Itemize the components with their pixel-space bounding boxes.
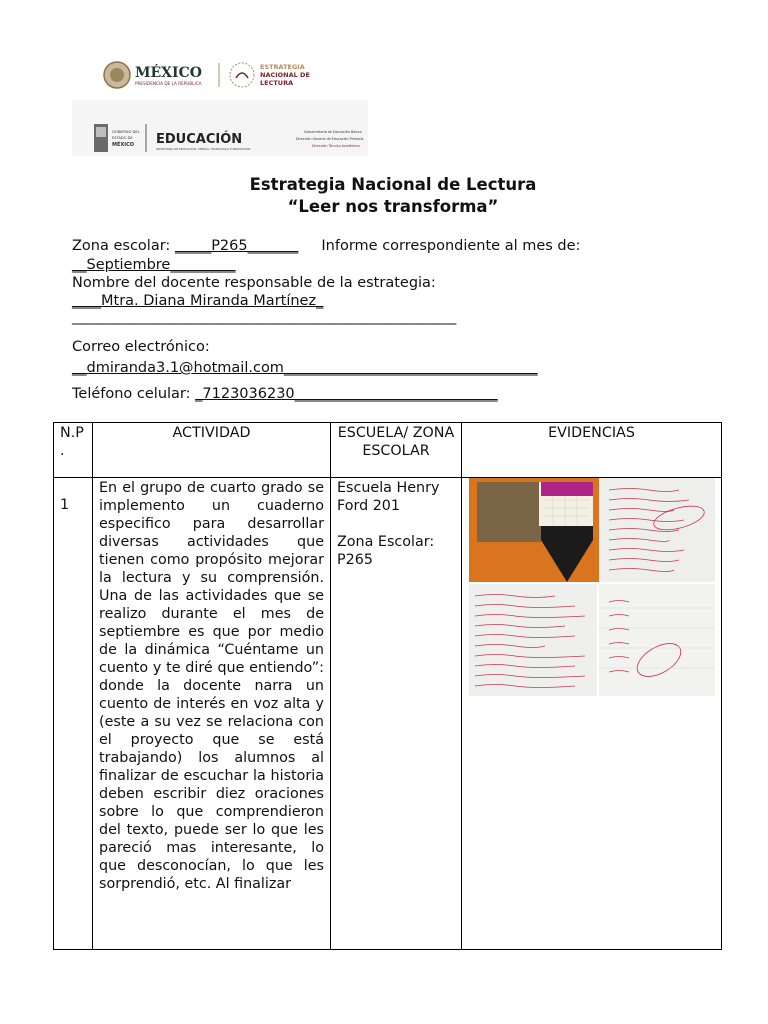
docente-label: Nombre del docente responsable de la estrategia: xyxy=(72,275,436,291)
mexico-subtitle: PRESIDENCIA DE LA REPÚBLICA xyxy=(135,81,202,86)
header-evidencias: EVIDENCIAS xyxy=(462,423,722,478)
mexico-wordmark: MÉXICO xyxy=(135,65,202,81)
educacion-subtitle: SECRETARÍA DE EDUCACIÓN, CIENCIA, TECNOLOGÍA E INNOVACIÓN xyxy=(156,147,251,151)
row-escuela: Escuela Henry Ford 201 xyxy=(337,480,440,514)
estrategia-line1: ESTRATEGIA xyxy=(260,63,305,71)
docente-value: ____Mtra. Diana Miranda Martínez_ xyxy=(72,293,324,309)
header-np: N.P . xyxy=(54,423,93,478)
docente-underline: _____________________________________________________ xyxy=(72,309,457,325)
table-header-row xyxy=(54,423,722,478)
direccion-tecnica-text: Dirección Técnica Académica xyxy=(312,144,360,148)
row-escuela-cell xyxy=(331,478,462,950)
document-title xyxy=(0,174,768,218)
telefono-row xyxy=(72,385,498,403)
zona-value: _____P265_______ xyxy=(174,238,299,254)
title-line2: “Leer nos transforma” xyxy=(287,197,499,216)
row-np: 1 xyxy=(54,478,93,950)
correo-value: __dmiranda3.1@hotmail.com___________________________________ xyxy=(72,360,538,376)
row-evidencias xyxy=(462,478,722,950)
title-line1: Estrategia Nacional de Lectura xyxy=(249,175,537,194)
correo-label: Correo electrónico: xyxy=(72,339,210,355)
evidence-photo xyxy=(469,478,715,696)
mes-row xyxy=(72,256,236,274)
mexico-logo xyxy=(100,58,325,92)
direccion-general-text: Dirección General de Educación Primaria xyxy=(296,137,364,141)
row-actividad: En el grupo de cuarto grado se implemento un cuaderno especifico para desarrollar diversas actividades que tienen como propósito mejorar la lectura y su comprensión. Una de las actividades que se realizo durante el mes de septiembre es que por medio de la dinámica “Cuéntame un cuento y te diré que entiendo”: donde la docente narra un cuento de interés en voz alta y (este a su vez se relaciona con el proyecto que se está trabajando) los alumnos al finalizar de escuchar la historia deben escribir diez oraciones sobre lo que comprendieron del texto, puede ser lo que les pareció mas interesante, lo que desconocían, lo que les sorprendió, etc. Al finalizar xyxy=(93,478,331,950)
row-zona: Zona Escolar: P265 xyxy=(337,534,435,568)
subsecretaria-text: Subsecretaría de Educación Básica xyxy=(304,130,362,134)
edomex-line2: ESTADO DE xyxy=(112,136,133,140)
zona-label: Zona escolar: xyxy=(72,238,175,254)
edomex-educacion-logo xyxy=(72,100,368,156)
zona-row xyxy=(72,237,580,255)
correo-row xyxy=(72,359,538,377)
telefono-value: _7123036230____________________________ xyxy=(195,386,498,402)
header-actividad: ACTIVIDAD xyxy=(93,423,331,478)
informe-label: Informe correspondiente al mes de: xyxy=(321,238,581,254)
educacion-wordmark: EDUCACIÓN xyxy=(156,132,243,147)
telefono-label: Teléfono celular: xyxy=(72,386,196,402)
edomex-line1: GOBIERNO DEL xyxy=(112,130,140,134)
mes-value: __Septiembre_________ xyxy=(72,257,236,273)
edomex-line3: MÉXICO xyxy=(112,142,135,148)
activities-table xyxy=(53,422,722,950)
header-escuela: ESCUELA/ ZONA ESCOLAR xyxy=(331,423,462,478)
estrategia-line3: LECTURA xyxy=(260,79,294,87)
estrategia-line2: NACIONAL DE xyxy=(260,71,310,79)
table-row xyxy=(54,478,722,950)
